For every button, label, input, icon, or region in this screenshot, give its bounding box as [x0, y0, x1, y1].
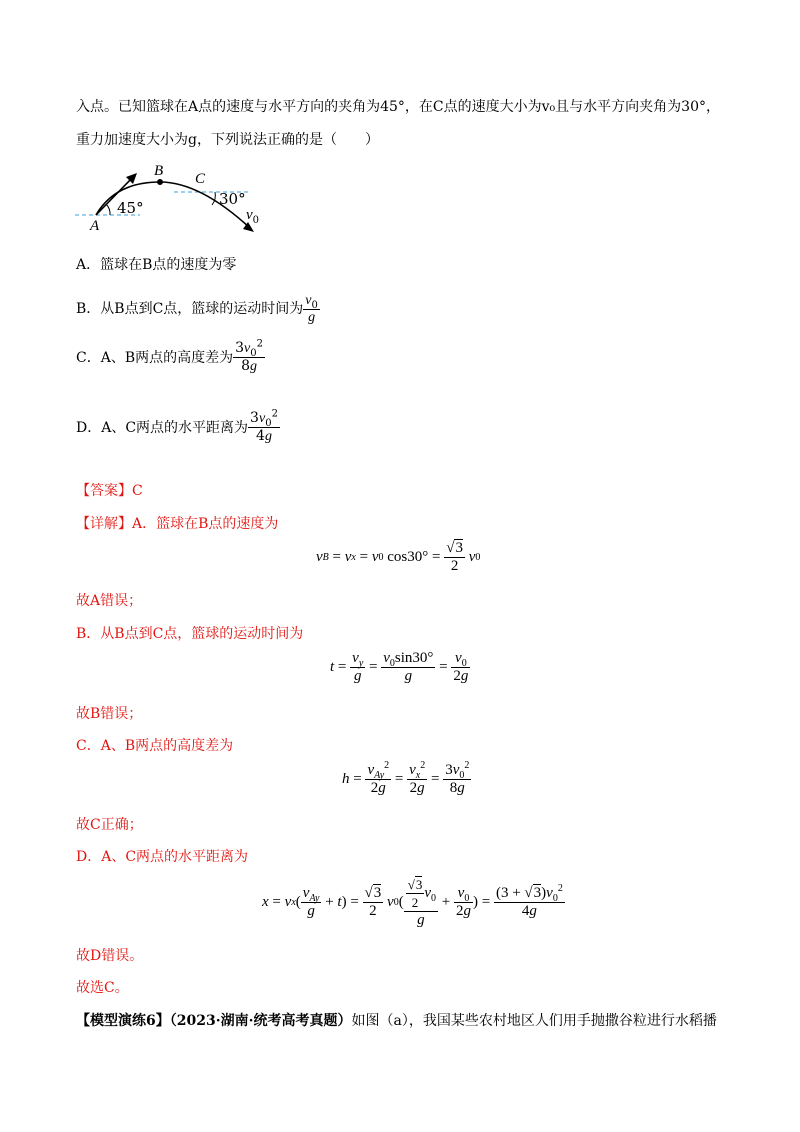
final-choice: 故选C。 — [76, 980, 129, 996]
label-a: A — [90, 218, 100, 234]
angle-45-label: 45° — [117, 199, 144, 217]
problem-intro-line1: 入点。已知篮球在A点的速度与水平方向的夹角为45°，在C点的速度大小为v₀且与水平方向夹角为30°， — [76, 99, 720, 115]
detail-b-head: B．从B点到C点，篮球的运动时间为 — [76, 626, 304, 642]
next-problem-line — [76, 1012, 717, 1030]
detail-a-head: 【详解】A．篮球在B点的速度为 — [76, 516, 279, 532]
option-a: A．篮球在B点的速度为零 — [76, 257, 237, 273]
next-problem-tag: 【模型演练6】 — [76, 1013, 170, 1029]
problem-intro-line2: 重力加速度大小为g，下列说法正确的是（ ） — [76, 132, 379, 148]
label-c: C — [195, 171, 206, 187]
angle-arc-45 — [106, 204, 110, 215]
equation-h: h = $\frac{v_{Ay}^2}{2g}$ = $\frac{v_x^2}{2g}$ = $\frac{3v_0^2}{8g}$ — [342, 760, 470, 796]
option-b: B．从B点到C点，篮球的运动时间为 $\frac{v_0}{g}$ — [76, 293, 318, 325]
option-c: C．A、B两点的高度差为 $\frac{3v_0^2}{8g}$ — [76, 338, 264, 374]
detail-b-verdict: 故B错误； — [76, 706, 143, 722]
angle-30-label: 30° — [219, 190, 246, 208]
equation-vb: v B = v x = v 0 cos30° = $\frac{√3}{2}$ v 0 — [316, 540, 481, 574]
next-problem-text: 如图（a），我国某些农村地区人们用手抛撒谷粒进行水稻播 — [351, 1013, 717, 1029]
detail-d-verdict: 故D错误。 — [76, 948, 144, 964]
detail-c-head: C．A、B两点的高度差为 — [76, 738, 234, 754]
equation-x: x = v x ( $\frac{v_{Ay}}{g}$ + t ) = $\frac{√3}{2}$ v 0 ( $\frac{√3}{2}$ $v_0$ g + $\frac{v_0}{2g}$ ) = $\frac{(3 + √3)v_0^2}{4g}$ — [262, 877, 563, 928]
equation-t: t = $\frac{v_y}{g}$ = $\frac{v_0\sin 30^\circ}{g}$ = $\frac{v_0}{2g}$ — [330, 650, 469, 684]
option-d: D．A、C两点的水平距离为 $\frac{3v_0^2}{4g}$ — [76, 408, 278, 444]
detail-c-verdict: 故C正确； — [76, 817, 143, 833]
label-b: B — [154, 163, 164, 179]
detail-a-verdict: 故A错误； — [76, 593, 143, 609]
next-problem-source: （2023·湖南·统考高考真题） — [169, 1013, 352, 1029]
answer-line: 【答案】C — [76, 483, 143, 499]
detail-d-head: D．A、C两点的水平距离为 — [76, 849, 249, 865]
v0-label: $v_0$ — [246, 207, 260, 226]
